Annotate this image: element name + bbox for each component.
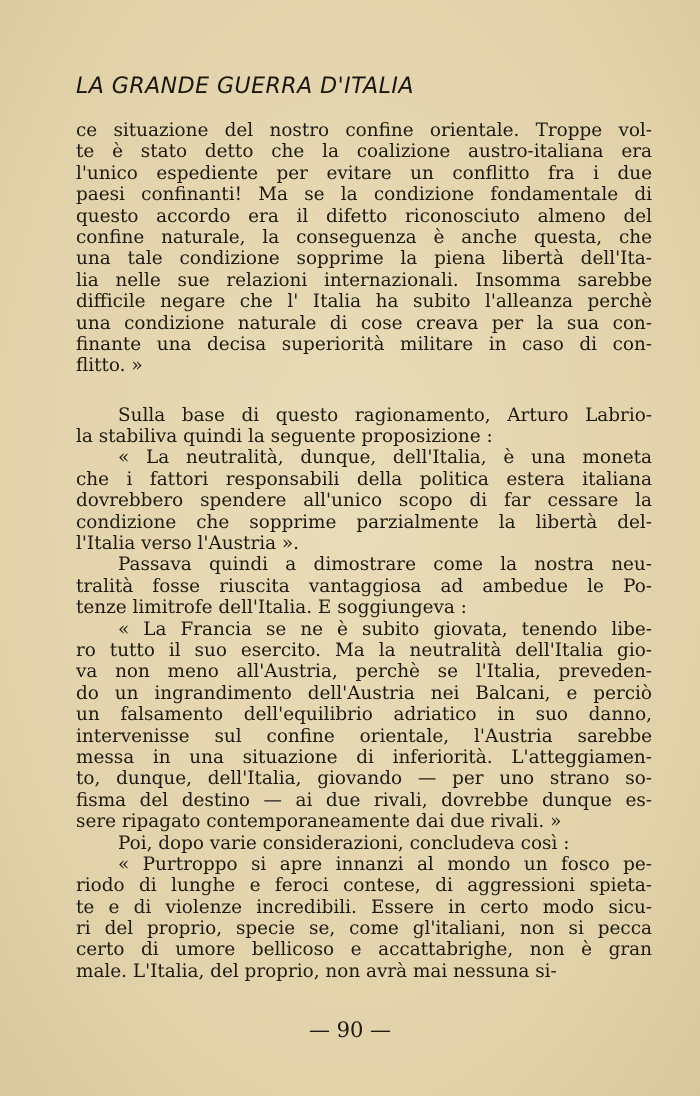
text-line: tralità fosse riuscita vantaggiosa ad ambedue le Po- [76,575,652,597]
paragraph [76,447,652,554]
text-line: difficile negare che l' Italia ha subito l'alleanza perchè [76,291,652,313]
page-number: — 90 — [308,1018,392,1042]
text-line: messa in una situazione di inferiorità. L'atteggiamen- [76,746,652,768]
paragraph [76,854,652,982]
text-line: « La Francia se ne è subito giovata, tenendo libe- [118,618,652,640]
text-line: fisma del destino — ai due rivali, dovrebbe dunque es- [76,789,652,811]
text-line: che i fattori responsabili della politica estera italiana [76,468,652,490]
text-line: « La neutralità, dunque, dell'Italia, è una moneta [118,447,652,469]
text-line: finante una decisa superiorità militare in caso di con- [76,333,652,355]
text-line: to, dunque, dell'Italia, giovando — per uno strano so- [76,768,652,790]
text-line: l'unico espediente per evitare un conflitto fra i due [76,162,652,184]
text-line: « Purtroppo si apre innanzi al mondo un fosco pe- [118,853,652,875]
text-line: sere ripagato contemporaneamente dai due rivali. » [76,811,562,833]
paragraph [76,405,652,448]
text-line: la stabiliva quindi la seguente proposizione : [76,426,493,448]
text-line: lia nelle sue relazioni internazionali. Insomma sarebbe [76,269,652,291]
text-line: una tale condizione sopprime la piena libertà dell'Ita- [76,248,652,270]
paragraph [76,120,652,377]
text-line: flitto. » [76,355,143,377]
text-line: certo di umore bellicoso e accattabrighe, non è gran [76,939,652,961]
text-line: tenze limitrofe dell'Italia. E soggiungeva : [76,597,467,619]
paragraph [76,554,652,618]
text-line: ce situazione del nostro confine orientale. Troppe vol- [76,120,652,141]
text-line: un falsamento dell'equilibrio adriatico in suo danno, [76,704,652,726]
text-line: intervenisse sul confine orientale, l'Austria sarebbe [76,725,652,747]
text-line: te e di violenze incredibili. Essere in certo modo sicu- [76,896,652,918]
paragraph-gap [76,377,652,405]
text-line: questo accordo era il difetto riconosciuto almeno del [76,205,652,227]
running-header: LA GRANDE GUERRA D'ITALIA [76,74,414,99]
text-line: l'Italia verso l'Austria ». [76,533,300,555]
body-text [76,120,652,982]
text-line: Poi, dopo varie considerazioni, concludeva così : [118,832,570,854]
text-line: va non meno all'Austria, perchè se l'Italia, preveden- [76,661,652,683]
text-line: ri del proprio, specie se, come gl'italiani, non si pecca [76,918,652,940]
paragraph [76,619,652,833]
paragraph [76,833,652,854]
text-line: Passava quindi a dimostrare come la nostra neu- [118,554,652,576]
text-line: riodo di lunghe e feroci contese, di aggressioni spieta- [76,875,652,897]
text-line: dovrebbero spendere all'unico scopo di far cessare la [76,490,652,512]
text-line: male. L'Italia, del proprio, non avrà mai nessuna si- [76,960,557,982]
text-line: confine naturale, la conseguenza è anche questa, che [76,226,652,248]
text-line: condizione che sopprime parzialmente la libertà del- [76,511,652,533]
text-line: Sulla base di questo ragionamento, Arturo Labrio- [118,404,652,426]
text-line: ro tutto il suo esercito. Ma la neutralità dell'Italia gio- [76,639,652,661]
text-line: una condizione naturale di cose creava per la sua con- [76,312,652,334]
text-line: te è stato detto che la coalizione austro-italiana era [76,141,652,163]
text-line: do un ingrandimento dell'Austria nei Balcani, e perciò [76,682,652,704]
text-line: paesi confinanti! Ma se la condizione fondamentale di [76,184,652,206]
